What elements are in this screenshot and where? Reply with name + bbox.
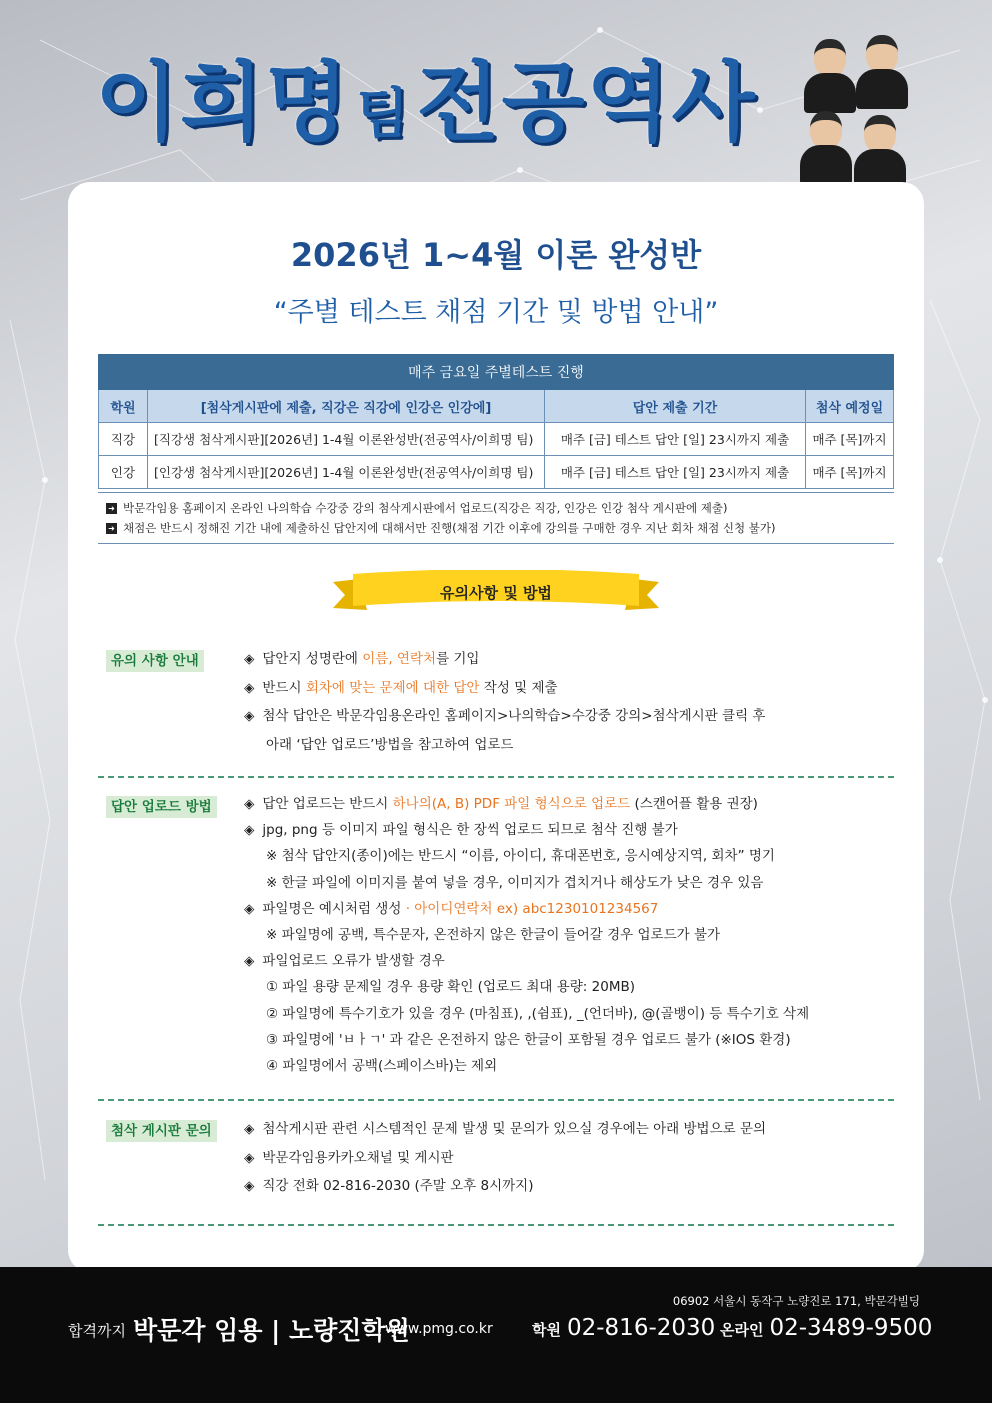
section-label: 유의 사항 안내 [106,650,204,672]
note-item [98,518,894,538]
instructor-photo [854,115,906,189]
diamond-bullet-icon: ◈ [244,900,255,917]
sub-item: ※ 파일명에 공백, 특수문자, 온전하지 않은 한글이 들어갈 경우 업로드가 불가 [266,927,721,944]
banner-title-part1: 이희명 [95,53,351,153]
sub-item: ④ 파일명에서 공백(스페이스바)는 제외 [266,1058,498,1075]
list-item [244,1172,894,1201]
item-text: 답안지 성명란에 [262,651,363,667]
phone-number: 02-3489-9500 [769,1315,933,1341]
sub-item: ※ 첨삭 답안지(종이)에는 반드시 “이름, 아이디, 휴대폰번호, 응시예상지역, 회차” 명기 [266,848,775,865]
list-item [244,645,894,674]
footer-academy-phone [532,1315,715,1341]
item-text: 직강 전화 02-816-2030 (주말 오후 8시까지) [262,1178,534,1195]
instructor-photo [800,111,852,185]
section-items [244,791,894,1079]
item-highlight: 하나의(A, B) PDF 파일 형식으로 업로드 [392,796,631,812]
list-item [244,791,894,817]
note-text: 박문각임용 홈페이지 온라인 나의학습 수강중 강의 첨삭게시판에서 업로드(직강은 직강, 인강은 인강 첨삭 게시판에 제출) [123,501,728,515]
table-cell: 매주 [목]까지 [806,423,894,456]
item-text: 를 기입 [436,651,480,667]
arrow-box-icon: ➜ [106,523,117,534]
banner-title-small: 팀 [356,82,411,145]
footer-brand-logo: 박문각 임용 | 노량진학원 [133,1316,410,1345]
table-row [99,456,894,489]
footer-slogan: 합격까지 [68,1322,126,1340]
list-item [244,1115,894,1144]
table-cell: 매주 [금] 테스트 답안 [일] 23시까지 제출 [545,423,806,456]
column-header: [첨삭게시판에 제출, 직강은 직강에 인강은 인강에] [148,390,545,423]
page-title: 2026년 1~4월 이론 완성반 [290,236,702,274]
diamond-bullet-icon: ◈ [244,1178,255,1195]
phone-label: 온라인 [720,1321,764,1339]
section-notice [98,650,894,760]
item-text: 파일명은 예시처럼 생성 [262,900,406,917]
table-notes [98,492,894,544]
instructor-photos [790,35,920,185]
phone-label: 학원 [532,1321,561,1339]
table-cell: 매주 [목]까지 [806,456,894,489]
diamond-bullet-icon: ◈ [244,953,255,970]
diamond-bullet-icon: ◈ [244,822,255,839]
diamond-bullet-icon: ◈ [244,1121,255,1137]
page-banner-title [95,53,757,153]
table-cell: 매주 [금] 테스트 답안 [일] 23시까지 제출 [545,456,806,489]
sub-item: ① 파일 용량 문제일 경우 용량 확인 (업로드 최대 용량: 20MB) [266,979,636,996]
table-header-row [99,390,894,423]
footer [0,1267,992,1403]
item-highlight: 이름, 연락처 [362,651,437,667]
section-items [244,1115,894,1201]
banner-title-part2: 전공역사 [416,53,757,153]
list-item [244,674,894,703]
item-highlight: 회차에 맞는 문제에 대한 답안 [305,679,480,696]
item-text: 답안 업로드는 반드시 [262,796,393,812]
section-divider [98,776,894,778]
page-subtitle: “주별 테스트 채점 기간 및 방법 안내” [273,297,719,328]
footer-website-link[interactable]: www.pmg.co.kr [385,1321,493,1337]
item-text: 반드시 [262,679,306,696]
sub-item: ③ 파일명에 'ㅂㅏㄱ' 과 같은 온전하지 않은 한글이 포함될 경우 업로드 불가 (※IOS 환경) [266,1031,791,1048]
item-text: 첨삭게시판 관련 시스템적인 문제 발생 및 문의가 있으실 경우에는 아래 방법으로 문의 [262,1121,767,1137]
list-item [244,702,894,731]
column-header: 첨삭 예정일 [806,390,894,423]
item-text: jpg, png 등 이미지 파일 형식은 한 장씩 업로드 되므로 첨삭 진행 불가 [262,822,678,839]
note-text: 채점은 반드시 정해진 기간 내에 제출하신 답안지에 대해서만 진행(채점 기간 이후에 강의를 구매한 경우 지난 회차 채점 신청 불가) [123,521,776,535]
table-cell: [직강생 첨삭게시판][2026년] 1-4월 이론완성반(전공역사/이희명 팀) [148,423,545,456]
item-highlight: · 아이디연락처 ex) abc1230101234567 [405,900,659,917]
item-text: 박문각임용카카오채널 및 게시판 [262,1149,454,1166]
section-upload [98,796,894,1076]
diamond-bullet-icon: ◈ [244,1149,255,1166]
table-caption-row [99,355,894,390]
table-cell: [인강생 첨삭게시판][2026년] 1-4월 이론완성반(전공역사/이희명 팀) [148,456,545,489]
item-text: 첨삭 답안은 박문각임용온라인 홈페이지>나의학습>수강중 강의>첨삭게시판 클릭 후 [262,708,766,725]
content-card [68,182,924,1272]
table-row [99,423,894,456]
diamond-bullet-icon: ◈ [244,651,255,667]
instructor-photo [856,35,908,109]
section-label: 첨삭 게시판 문의 [106,1120,217,1142]
item-text: (스캔어플 활용 권장) [630,796,758,812]
list-item-continued: 아래 ‘답안 업로드’방법을 참고하여 업로드 [266,736,514,753]
note-item [98,498,894,518]
section-inquiry [98,1120,894,1200]
section-divider [98,1224,894,1226]
item-text: 작성 및 제출 [479,679,558,696]
list-item [244,948,894,974]
list-item [244,1144,894,1173]
section-items [244,645,894,759]
table-cell: 인강 [99,456,148,489]
diamond-bullet-icon: ◈ [244,679,255,696]
phone-number: 02-816-2030 [566,1315,716,1341]
section-label: 답안 업로드 방법 [106,796,217,818]
footer-online-phone [720,1315,932,1341]
list-item [244,896,894,922]
diamond-bullet-icon: ◈ [244,708,255,725]
item-text: 파일업로드 오류가 발생할 경우 [262,953,445,970]
sub-item: ※ 한글 파일에 이미지를 붙여 넣을 경우, 이미지가 겹치거나 해상도가 낮은 경우 있음 [266,874,764,891]
table-cell: 직강 [99,423,148,456]
diamond-bullet-icon: ◈ [244,796,255,812]
footer-address: 06902 서울시 동작구 노량진로 171, 박문각빌딩 [672,1294,920,1308]
schedule-table [98,354,894,489]
section-divider [98,1099,894,1101]
ribbon-label: 유의사항 및 방법 [440,584,552,602]
list-item [244,817,894,843]
sub-item: ② 파일명에 특수기호가 있을 경우 (마침표), ,(쉼표), _(언더바), @(골뱅이) 등 특수기호 삭제 [266,1005,810,1022]
table-caption: 매주 금요일 주별테스트 진행 [99,355,894,390]
instructor-photo [804,39,856,113]
column-header: 답안 제출 기간 [545,390,806,423]
arrow-box-icon: ➜ [106,503,117,514]
column-header: 학원 [99,390,148,423]
